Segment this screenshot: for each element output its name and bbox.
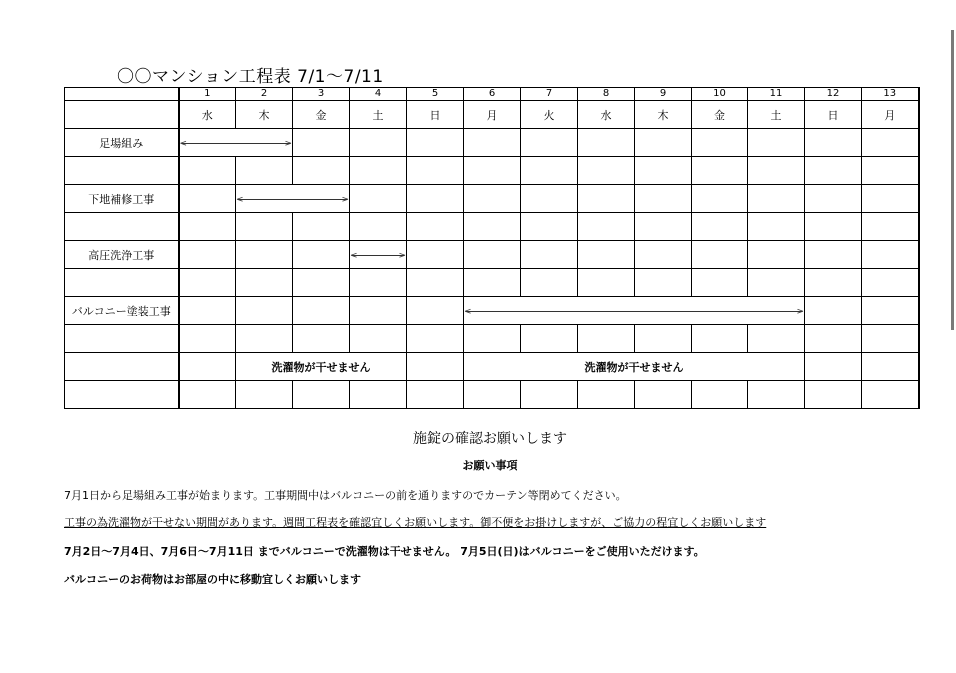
day-cell	[407, 129, 464, 157]
task-row	[65, 241, 919, 269]
day-cell	[862, 213, 919, 241]
date-cell: 6	[464, 88, 521, 101]
label-cell	[65, 353, 179, 381]
duration-arrow	[179, 138, 292, 149]
day-cell	[862, 353, 919, 381]
day-cell	[521, 325, 578, 353]
day-cell	[350, 129, 407, 157]
day-cell	[179, 269, 236, 297]
day-cell	[293, 269, 350, 297]
day-cell	[293, 157, 350, 185]
day-cell	[179, 185, 236, 213]
day-cell	[862, 381, 919, 409]
page-title: 〇〇マンション工程表 7/1～7/11	[117, 67, 384, 87]
task-duration-cell	[179, 129, 293, 157]
date-cell: 1	[179, 88, 236, 101]
day-cell	[692, 325, 748, 353]
day-cell	[748, 241, 805, 269]
header-blank-cell	[65, 88, 179, 101]
day-cell	[407, 213, 464, 241]
day-cell	[635, 213, 692, 241]
day-cell	[578, 157, 635, 185]
day-cell	[350, 381, 407, 409]
day-cell	[578, 213, 635, 241]
day-cell	[862, 129, 919, 157]
day-cell	[748, 213, 805, 241]
spacer-row	[65, 325, 919, 353]
day-cell	[578, 269, 635, 297]
date-cell: 3	[293, 88, 350, 101]
notice-line-1: 7月1日から足場組み工事が始まります。工事期間中はバルコニーの前を通りますのでカーテン等閉めてください。	[64, 489, 627, 502]
date-cell: 13	[862, 88, 919, 101]
day-cell	[293, 297, 350, 325]
date-cell: 8	[578, 88, 635, 101]
day-cell	[805, 325, 862, 353]
laundry-note: 洗濯物が干せません	[464, 353, 805, 381]
day-cell	[464, 157, 521, 185]
duration-arrow	[236, 194, 349, 205]
day-cell	[692, 185, 748, 213]
task-duration-cell	[464, 297, 805, 325]
day-cell	[862, 325, 919, 353]
day-cell	[635, 269, 692, 297]
day-cell	[748, 381, 805, 409]
day-cell	[179, 325, 236, 353]
day-cell	[805, 129, 862, 157]
day-cell	[293, 325, 350, 353]
day-cell	[692, 381, 748, 409]
day-cell	[293, 213, 350, 241]
date-cell: 10	[692, 88, 748, 101]
day-cell	[635, 241, 692, 269]
weekday-cell: 日	[805, 101, 862, 129]
day-cell	[350, 213, 407, 241]
notice-heading: 施錠の確認お願いします	[413, 431, 567, 447]
day-cell	[521, 213, 578, 241]
day-cell	[862, 157, 919, 185]
day-cell	[805, 269, 862, 297]
day-cell	[521, 129, 578, 157]
notice-line-2: 工事の為洗濯物が干せない期間があります。週間工程表を確認宜しくお願いします。御不便をお掛けしますが、ご協力の程宜しくお願いします	[64, 516, 767, 529]
day-cell	[692, 241, 748, 269]
day-cell	[805, 157, 862, 185]
weekday-cell: 月	[862, 101, 919, 129]
arrow-left-icon: <	[236, 194, 244, 205]
day-cell	[748, 325, 805, 353]
arrow-right-icon: >	[284, 138, 292, 149]
day-cell	[521, 157, 578, 185]
day-cell	[635, 325, 692, 353]
day-cell	[407, 269, 464, 297]
day-cell	[805, 185, 862, 213]
date-cell: 12	[805, 88, 862, 101]
day-cell	[805, 213, 862, 241]
day-cell	[862, 185, 919, 213]
arrow-right-icon: >	[398, 250, 406, 261]
day-cell	[179, 241, 236, 269]
duration-arrow	[350, 250, 406, 261]
day-cell	[464, 129, 521, 157]
day-cell	[521, 269, 578, 297]
day-cell	[350, 157, 407, 185]
day-cell	[464, 241, 521, 269]
task-duration-cell	[236, 185, 350, 213]
notice-line-3: 7月2日～7月4日、7月6日～7月11日 までバルコニーで洗濯物は干せません。 7月5日(日)はバルコニーをご使用いただけます。	[64, 545, 705, 558]
schedule-table	[64, 87, 920, 409]
label-cell	[65, 213, 179, 241]
duration-arrow	[464, 306, 804, 317]
day-cell	[407, 353, 464, 381]
day-cell	[748, 269, 805, 297]
day-cell	[578, 325, 635, 353]
task-duration-cell	[350, 241, 407, 269]
day-cell	[464, 269, 521, 297]
day-cell	[179, 213, 236, 241]
day-cell	[407, 185, 464, 213]
weekday-cell: 土	[748, 101, 805, 129]
day-cell	[464, 185, 521, 213]
date-cell: 7	[521, 88, 578, 101]
weekday-cell: 水	[578, 101, 635, 129]
day-cell	[350, 269, 407, 297]
day-cell	[407, 381, 464, 409]
weekday-cell: 火	[521, 101, 578, 129]
day-cell	[464, 325, 521, 353]
day-cell	[464, 381, 521, 409]
day-cell	[464, 213, 521, 241]
day-cell	[407, 157, 464, 185]
day-cell	[236, 269, 293, 297]
day-cell	[578, 241, 635, 269]
spacer-row	[65, 213, 919, 241]
day-cell	[407, 325, 464, 353]
task-row	[65, 129, 919, 157]
day-cell	[179, 297, 236, 325]
header-blank-cell	[65, 101, 179, 129]
weekday-cell: 金	[692, 101, 748, 129]
spacer-row	[65, 269, 919, 297]
laundry-row	[65, 353, 919, 381]
label-cell	[65, 325, 179, 353]
arrow-left-icon: <	[350, 250, 358, 261]
arrow-left-icon: <	[464, 306, 472, 317]
task-label: 高圧洗浄工事	[65, 241, 179, 269]
date-row	[65, 88, 919, 101]
day-cell	[748, 185, 805, 213]
day-cell	[236, 213, 293, 241]
day-cell	[578, 129, 635, 157]
day-cell	[635, 129, 692, 157]
day-cell	[236, 297, 293, 325]
day-cell	[692, 129, 748, 157]
day-cell	[635, 185, 692, 213]
day-cell	[521, 185, 578, 213]
day-cell	[805, 353, 862, 381]
weekday-cell: 日	[407, 101, 464, 129]
day-cell	[407, 297, 464, 325]
date-cell: 4	[350, 88, 407, 101]
day-cell	[635, 157, 692, 185]
day-cell	[862, 241, 919, 269]
day-cell	[862, 269, 919, 297]
label-cell	[65, 269, 179, 297]
weekday-cell: 土	[350, 101, 407, 129]
day-cell	[805, 381, 862, 409]
day-cell	[179, 381, 236, 409]
day-cell	[748, 157, 805, 185]
day-cell	[350, 297, 407, 325]
day-cell	[578, 381, 635, 409]
task-row	[65, 297, 919, 325]
notice-line-4: バルコニーのお荷物はお部屋の中に移動宜しくお願いします	[64, 573, 361, 586]
day-cell	[748, 129, 805, 157]
date-cell: 2	[236, 88, 293, 101]
date-cell: 9	[635, 88, 692, 101]
task-row	[65, 185, 919, 213]
day-cell	[293, 381, 350, 409]
day-cell	[350, 185, 407, 213]
task-label: 足場組み	[65, 129, 179, 157]
arrow-left-icon: <	[179, 138, 188, 149]
day-cell	[179, 353, 236, 381]
weekday-cell: 金	[293, 101, 350, 129]
arrow-right-icon: >	[796, 306, 804, 317]
task-label: バルコニー塗装工事	[65, 297, 179, 325]
date-cell: 5	[407, 88, 464, 101]
day-cell	[862, 297, 919, 325]
day-cell	[692, 157, 748, 185]
label-cell	[65, 157, 179, 185]
weekday-cell: 水	[179, 101, 236, 129]
day-cell	[236, 381, 293, 409]
label-cell	[65, 381, 179, 409]
day-cell	[236, 157, 293, 185]
notice-subheading: お願い事項	[462, 459, 518, 472]
weekday-cell: 月	[464, 101, 521, 129]
weekday-cell: 木	[635, 101, 692, 129]
page-edge-line	[951, 30, 954, 330]
spacer-row	[65, 381, 919, 409]
day-cell	[578, 185, 635, 213]
weekday-cell: 木	[236, 101, 293, 129]
day-cell	[692, 213, 748, 241]
day-cell	[350, 325, 407, 353]
laundry-note: 洗濯物が干せません	[236, 353, 407, 381]
day-cell	[236, 241, 293, 269]
date-cell: 11	[748, 88, 805, 101]
day-cell	[692, 269, 748, 297]
spacer-row	[65, 157, 919, 185]
day-cell	[805, 297, 862, 325]
day-cell	[179, 157, 236, 185]
day-cell	[293, 129, 350, 157]
day-cell	[635, 381, 692, 409]
weekday-row	[65, 101, 919, 129]
day-cell	[521, 381, 578, 409]
day-cell	[521, 241, 578, 269]
task-label: 下地補修工事	[65, 185, 179, 213]
day-cell	[805, 241, 862, 269]
day-cell	[236, 325, 293, 353]
day-cell	[293, 241, 350, 269]
day-cell	[407, 241, 464, 269]
arrow-right-icon: >	[341, 194, 349, 205]
